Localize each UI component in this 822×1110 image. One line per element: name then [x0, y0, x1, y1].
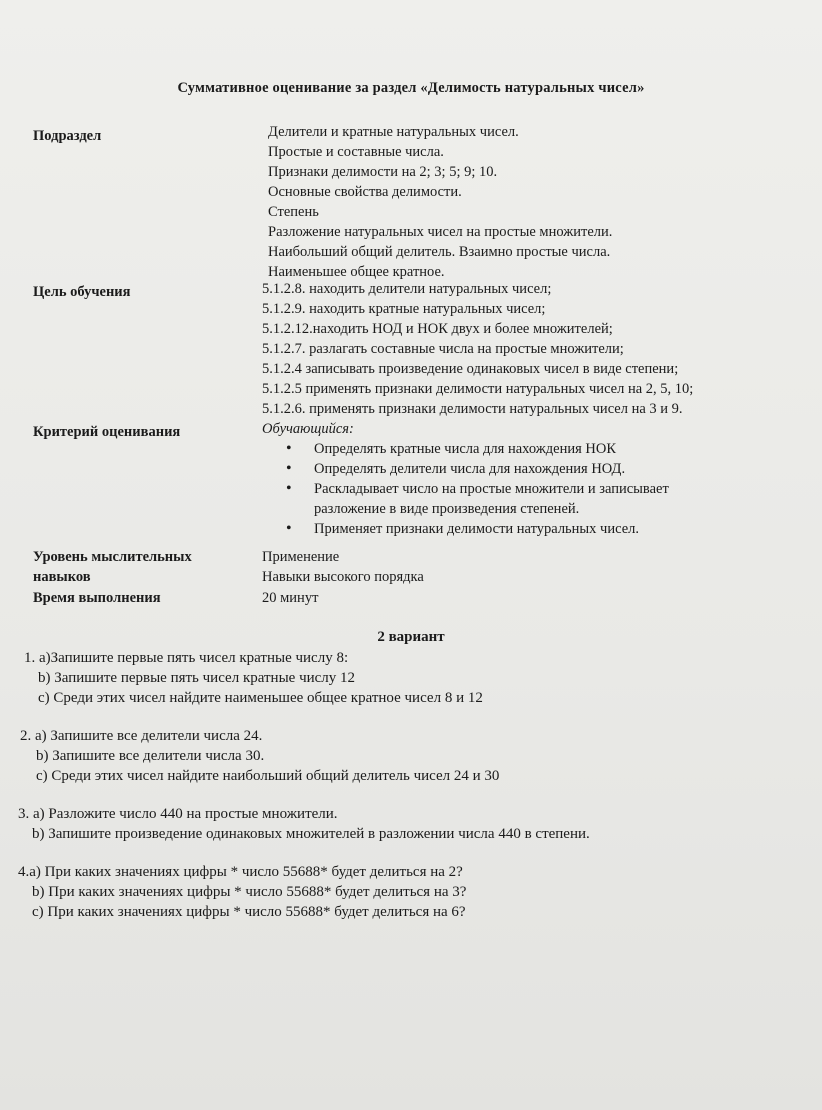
task-4a: 4.а) При каких значениях цифры * число 55688* будет делиться на 2? [18, 864, 463, 880]
podrazdel-item: Признаки делимости на 2; 3; 5; 9; 10. [268, 164, 498, 180]
podrazdel-item: Наибольший общий делитель. Взаимно простые числа. [268, 244, 611, 260]
tasks-block [18, 648, 590, 922]
kriteriy-bullet-continuation: разложение в виде произведения степеней. [314, 501, 580, 517]
uroven-value: Навыки высокого порядка [262, 569, 424, 585]
podrazdel-item: Основные свойства делимости. [268, 184, 462, 200]
podrazdel-item: Степень [268, 204, 319, 220]
podrazdel-item: Наименьшее общее кратное. [268, 264, 445, 280]
variant-heading: 2 вариант [377, 629, 445, 645]
label-uroven-line1: Уровень мыслительных [33, 549, 192, 565]
podrazdel-item: Делители и кратные натуральных чисел. [268, 124, 519, 140]
document-title: Суммативное оценивание за раздел «Делимость натуральных чисел» [177, 80, 645, 96]
label-kriteriy: Критерий оценивания [33, 424, 181, 440]
task-2c: c) Среди этих чисел найдите наибольший общий делитель чисел 24 и 30 [36, 768, 500, 784]
kriteriy-bullets-2 [262, 519, 669, 539]
label-cel: Цель обучения [33, 284, 131, 300]
cel-item: 5.1.2.8. находить делители натуральных чисел; [262, 281, 552, 297]
kriteriy-lead: Обучающийся: [262, 421, 354, 437]
uroven-values [262, 547, 424, 587]
label-podrazdel: Подраздел [33, 128, 102, 144]
cel-item: 5.1.2.7. разлагать составные числа на простые множители; [262, 341, 624, 357]
podrazdel-list [268, 122, 612, 282]
task-2a: 2. а) Запишите все делители числа 24. [20, 728, 263, 744]
task-1c: c) Среди этих чисел найдите наименьшее общее кратное чисел 8 и 12 [38, 690, 483, 706]
task-3b: b) Запишите произведение одинаковых множителей в разложении числа 440 в степени. [32, 826, 590, 842]
task-4c: c) При каких значениях цифры * число 55688* будет делиться на 6? [32, 904, 466, 920]
cel-item: 5.1.2.4 записывать произведение одинаковых чисел в виде степени; [262, 361, 679, 377]
kriteriy-bullet: • Определять делители числа для нахождения НОД. [262, 459, 669, 479]
task-2b: b) Запишите все делители числа 30. [36, 748, 265, 764]
cel-list [262, 279, 693, 419]
podrazdel-item: Разложение натуральных чисел на простые множители. [268, 224, 613, 240]
kriteriy-bullets [262, 439, 669, 499]
label-vremya: Время выполнения [33, 590, 161, 606]
kriteriy-block [262, 419, 669, 539]
uroven-value: Применение [262, 549, 340, 565]
vremya-value: 20 минут [262, 590, 319, 606]
cel-item: 5.1.2.12.находить НОД и НОК двух и более множителей; [262, 321, 613, 337]
kriteriy-bullet: • Применяет признаки делимости натуральных чисел. [262, 519, 669, 539]
podrazdel-item: Простые и составные числа. [268, 144, 444, 160]
cel-item: 5.1.2.6. применять признаки делимости натуральных чисел на 3 и 9. [262, 401, 683, 417]
kriteriy-bullet: • Определять кратные числа для нахождения НОК [262, 439, 669, 459]
cel-item: 5.1.2.9. находить кратные натуральных чисел; [262, 301, 546, 317]
kriteriy-bullet: • Раскладывает число на простые множители и записывает [262, 479, 669, 499]
cel-item: 5.1.2.5 применять признаки делимости натуральных чисел на 2, 5, 10; [262, 381, 694, 397]
task-4b: b) При каких значениях цифры * число 55688* будет делиться на 3? [32, 884, 467, 900]
task-1a: 1. а)Запишите первые пять чисел кратные числу 8: [24, 650, 349, 666]
label-uroven [33, 547, 192, 587]
label-uroven-line2: навыков [33, 569, 91, 585]
task-3a: 3. а) Разложите число 440 на простые множители. [18, 806, 338, 822]
task-1b: b) Запишите первые пять чисел кратные числу 12 [38, 670, 356, 686]
